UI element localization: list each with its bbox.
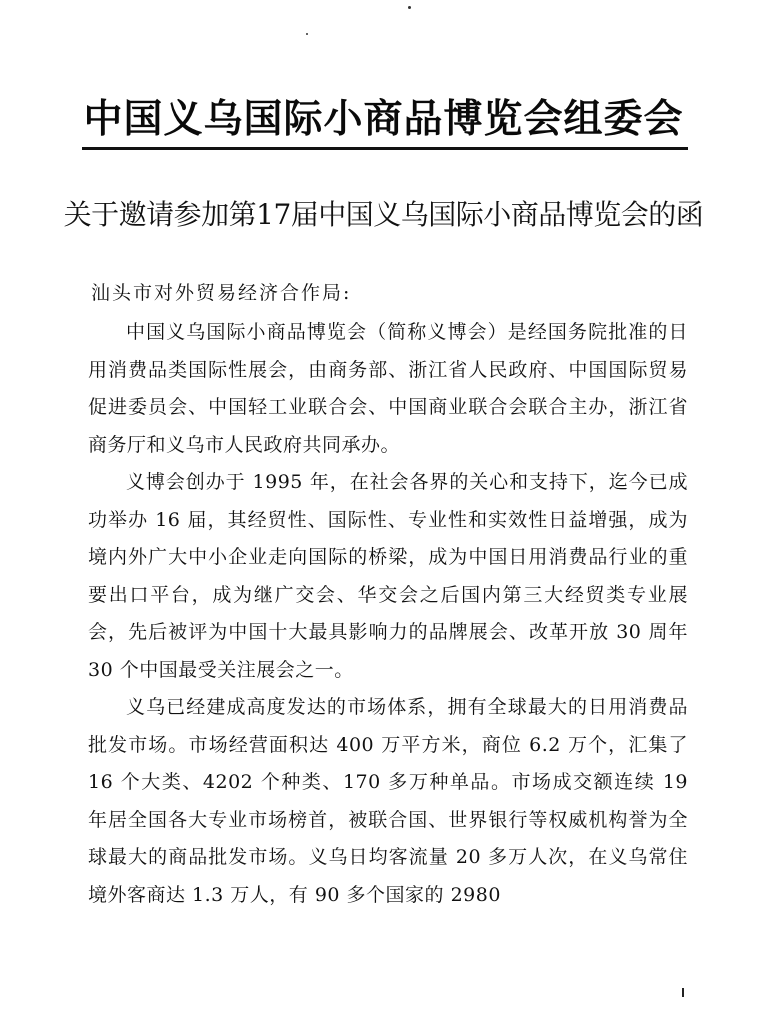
scan-speck (306, 33, 308, 35)
organization-header: 中国义乌国际小商品博览会组委会 (83, 96, 684, 142)
paragraph: 义博会创办于 1995 年，在社会各界的关心和支持下，迄今已成功举办 16 届，其经贸性、国际性、专业性和实效性日益增强，成为境内外广大中小企业走向国际的桥梁，成为中国日用消费品行业的重要出口平台，成为继广交会、华交会之后国内第三大经贸类专业展会，先后被评为中国十大最具影响力的品牌展会、改革开放 30 周年 30 个中国最受关注展会之一。 (88, 471, 688, 681)
paragraph: 中国义乌国际小商品博览会（简称义博会）是经国务院批准的日用消费品类国际性展会，由商务部、浙江省人民政府、中国国际贸易促进委员会、中国轻工业联合会、中国商业联合会联合主办，浙江省商务厅和义乌市人民政府共同承办。 (88, 321, 688, 456)
document-body (88, 314, 688, 914)
page-marker (682, 988, 684, 997)
document-title: 关于邀请参加第17届中国义乌国际小商品博览会的函 (63, 198, 704, 231)
scan-speck (408, 6, 411, 9)
salutation: 汕头市对外贸易经济合作局: (91, 282, 352, 304)
paragraph: 义乌已经建成高度发达的市场体系，拥有全球最大的日用消费品批发市场。市场经营面积达 400 万平方米，商位 6.2 万个，汇集了 16 个大类、4202 个种类、170 多万种单品。市场成交额连续 19 年居全国各大专业市场榜首，被联合国、世界银行等权威机构誉为全球最大的商品批发市场。义乌日均客流量 20 多万人次，在义乌常住境外客商达 1.3 万人，有 90 多个国家的 2980 (88, 696, 688, 906)
header-divider (82, 147, 688, 150)
